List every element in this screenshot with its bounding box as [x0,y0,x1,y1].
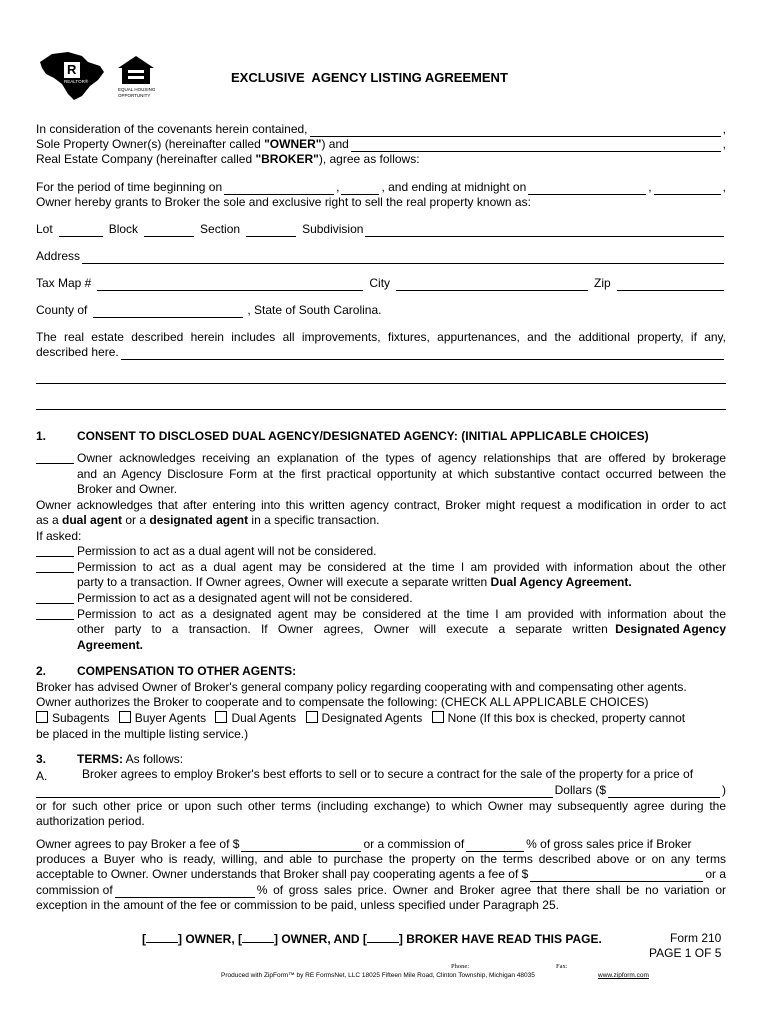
county-line: County of , State of South Carolina. [36,303,382,317]
additional-property-field2[interactable] [36,383,726,384]
broker-initials[interactable] [367,931,399,943]
checkbox-subagents[interactable] [36,711,48,723]
end-date-field[interactable] [528,182,646,195]
section3-number: 3. [36,752,47,766]
section1-heading: CONSENT TO DISCLOSED DUAL AGENCY/DESIGNATED AGENCY: (INITIAL APPLICABLE CHOICES) [77,429,649,443]
lot-line: Lot Block Section Subdivision [36,222,726,237]
modification-l1: Owner acknowledges that after entering into this written agency contract, Broker might request a modification in order to act [36,498,726,512]
phone-label: Phone: [451,963,470,970]
choice-designated-yes-l3: Agreement. [77,638,144,652]
subdivision-field[interactable] [365,224,724,237]
block-field[interactable] [144,224,194,237]
choice-dual-no: Permission to act as a dual agent will not be considered. [77,544,377,558]
taxmap-line: Tax Map # City Zip [36,276,726,291]
term-a-l3: or for such other price or upon such other terms (including exchange) to which Owner may subsequently agree during the [36,799,726,813]
includes-line1: The real estate described herein includes all improvements, fixtures, appurtenances, and the additional property, if any, [36,330,726,344]
section2-l1: Broker has advised Owner of Broker's general company policy regarding cooperating with and compensating other agents. [36,680,687,694]
fee-line2: produces a Buyer who is ready, willing, and able to purchase the property on the terms described above or on any terms [36,852,726,866]
produced-by: Produced with ZipForm™ by RE FormsNet, LLC 18025 Fifteen Mile Road, Clinton Township, Michigan 48035 [221,972,535,979]
choice-designated-yes-l2: other party to a transaction. If Owner agrees, Owner will execute a separate written Designated Agency [77,622,726,636]
section1-number: 1. [36,429,47,443]
realtor-caption: REALTOR® [64,79,89,84]
initial-designated-considered[interactable] [36,607,74,620]
owner-name-field[interactable] [351,139,721,152]
section2-heading: COMPENSATION TO OTHER AGENTS: [77,664,297,678]
county-field[interactable] [93,305,243,318]
zip-field[interactable] [617,278,724,291]
equal-housing-logo [116,54,160,104]
initial-designated-not-considered[interactable] [36,591,74,604]
intro-line1: In consideration of the covenants herein contained, , [36,122,726,136]
price-line: Dollars ($ ) [36,783,726,798]
choice-dual-yes-l2: party to a transaction. If Owner agrees, Owner will execute a separate written Dual Agency Agreement. [77,575,632,589]
lot-field[interactable] [59,224,103,237]
initial-dual-considered[interactable] [36,560,74,573]
city-field[interactable] [396,278,588,291]
section2-l4: be placed in the multiple listing service.) [36,727,249,741]
section-field[interactable] [246,224,296,237]
checkbox-designated-agents[interactable] [306,711,318,723]
eho-line1: EQUAL HOUSING [118,87,156,92]
other-party-field[interactable] [310,124,721,137]
initials-line: [ ] OWNER, [ ] OWNER, AND [ ] BROKER HAVE READ THIS PAGE. [142,932,602,946]
choice-dual-yes-l1: Permission to act as a dual agent may be considered at the time I am provided with information about the other [77,560,726,574]
commission-percent-field[interactable] [466,839,524,852]
page-number: PAGE 1 OF 5 [649,946,722,960]
section3-heading: TERMS: As follows: [77,752,184,766]
term-a-l4: authorization period. [36,814,145,828]
choice-designated-no: Permission to act as a designated agent will not be considered. [77,591,413,605]
period-line: For the period of time beginning on , , and ending at midnight on , , [36,180,726,194]
fee-line3: acceptable to Owner. Owner understands that Broker shall pay cooperating agents a fee of $ or a [36,867,726,881]
fee-amount-field[interactable] [241,839,361,852]
agency-ack-l1: Owner acknowledges receiving an explanation of the types of agency relationships that are offered by brokerage [77,451,726,465]
eho-line2: OPPORTUNITY [118,93,151,98]
realtor-r-mark: R [67,62,77,77]
page-title: EXCLUSIVE AGENCY LISTING AGREEMENT [231,70,508,85]
fax-label: Fax: [556,963,568,970]
additional-property-field3[interactable] [36,409,726,410]
owner2-initials[interactable] [242,931,274,943]
grant-line: Owner hereby grants to Broker the sole and exclusive right to sell the real property known as: [36,195,531,209]
south-carolina-realtor-logo [38,50,106,102]
agency-ack-l2: and an Agency Disclosure Form at the first practical opportunity at which substantive contact occurred between the [77,467,726,481]
compensation-options: Subagents Buyer Agents Dual Agents Designated Agents None (If this box is checked, property cannot [36,711,726,727]
fee-line5: exception in the amount of the fee or commission to be paid, unless specified under Paragraph 25. [36,898,559,912]
checkbox-buyer-agents[interactable] [119,711,131,723]
initial-agency-ack[interactable] [36,451,74,464]
coop-commission-field[interactable] [115,885,255,898]
checkbox-none[interactable] [432,711,444,723]
if-asked: If asked: [36,529,82,543]
begin-year-field[interactable] [341,182,379,195]
section2-number: 2. [36,664,47,678]
price-amount-field[interactable] [608,785,720,798]
term-a-label: A. [36,769,48,783]
checkbox-dual-agents[interactable] [215,711,227,723]
fee-line1: Owner agrees to pay Broker a fee of $ or a commission of % of gross sales price if Broker [36,837,692,851]
fee-line4: commission of % of gross sales price. Owner and Broker agree that there shall be no variation or [36,883,726,897]
modification-l2: as a dual agent or a designated agent in a specific transaction. [36,513,380,527]
additional-property-field1[interactable] [121,347,724,360]
taxmap-field[interactable] [97,278,363,291]
price-words-field[interactable] [36,785,553,798]
intro-line3: Real Estate Company (hereinafter called "BROKER"), agree as follows: [36,152,420,166]
form-number: Form 210 [670,931,722,945]
includes-line2: described here. [36,345,726,360]
agency-ack-l3: Broker and Owner. [77,482,178,496]
intro-line2: Sole Property Owner(s) (hereinafter called "OWNER" ) and , [36,137,726,151]
address-line: Address [36,249,726,264]
zipform-link[interactable]: www.zipform.com [598,972,649,979]
term-a-l1: Broker agrees to employ Broker's best efforts to sell or to secure a contract for the sale of the property for a price of [82,767,694,781]
choice-designated-yes-l1: Permission to act as a designated agent may be considered at the time I am provided with information about the [77,607,726,621]
coop-fee-field[interactable] [530,869,703,882]
address-field[interactable] [82,251,724,264]
section2-l2: Owner authorizes the Broker to cooperate and to compensate the following: (CHECK ALL APPLICABLE CHOICES) [36,695,649,709]
owner1-initials[interactable] [146,931,178,943]
begin-date-field[interactable] [224,182,334,195]
initial-dual-not-considered[interactable] [36,544,74,557]
end-year-field[interactable] [654,182,721,195]
